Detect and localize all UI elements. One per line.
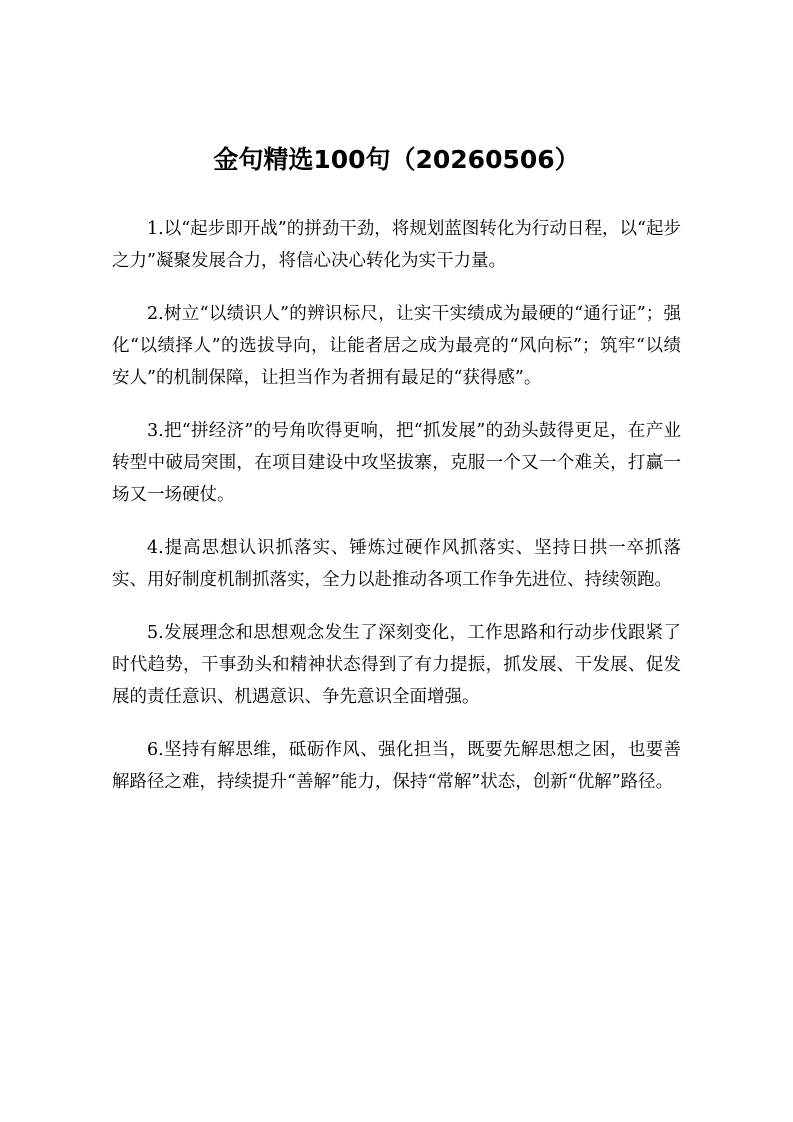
quote-paragraph-4: 4.提高思想认识抓落实、锤炼过硬作风抓落实、坚持日拱一卒抓落实、用好制度机制抓落实，全力以赴推动各项工作争先进位、持续领跑。: [112, 538, 681, 590]
quote-paragraph-5: 5.发展理念和思想观念发生了深刻变化，工作思路和行动步伐跟紧了时代趋势，干事劲头和精神状态得到了有力提振，抓发展、干发展、促发展的责任意识、机遇意识、争先意识全面增强。: [112, 623, 681, 707]
quote-paragraph-1: 1.以“起步即开战”的拼劲干劲，将规划蓝图转化为行动日程，以“起步之力”凝聚发展合力，将信心决心转化为实干力量。: [112, 219, 681, 271]
quote-paragraph-6: 6.坚持有解思维，砥砺作风、强化担当，既要先解思想之困，也要善解路径之难，持续提升“善解”能力，保持“常解”状态，创新“优解”路径。: [112, 740, 681, 792]
quote-paragraph-3: 3.把“拼经济”的号角吹得更响，把“抓发展”的劲头鼓得更足，在产业转型中破局突围，在项目建设中攻坚拔寨，克服一个又一个难关，打赢一场又一场硬仗。: [112, 421, 681, 505]
document-title: 金句精选100句（20260506）: [213, 145, 580, 174]
quote-paragraph-2: 2.树立“以绩识人”的辨识标尺，让实干实绩成为最硬的“通行证”；强化“以绩择人”的选拔导向，让能者居之成为最亮的“风向标”；筑牢“以绩安人”的机制保障，让担当作为者拥有最足的“获得感”。: [112, 304, 681, 388]
